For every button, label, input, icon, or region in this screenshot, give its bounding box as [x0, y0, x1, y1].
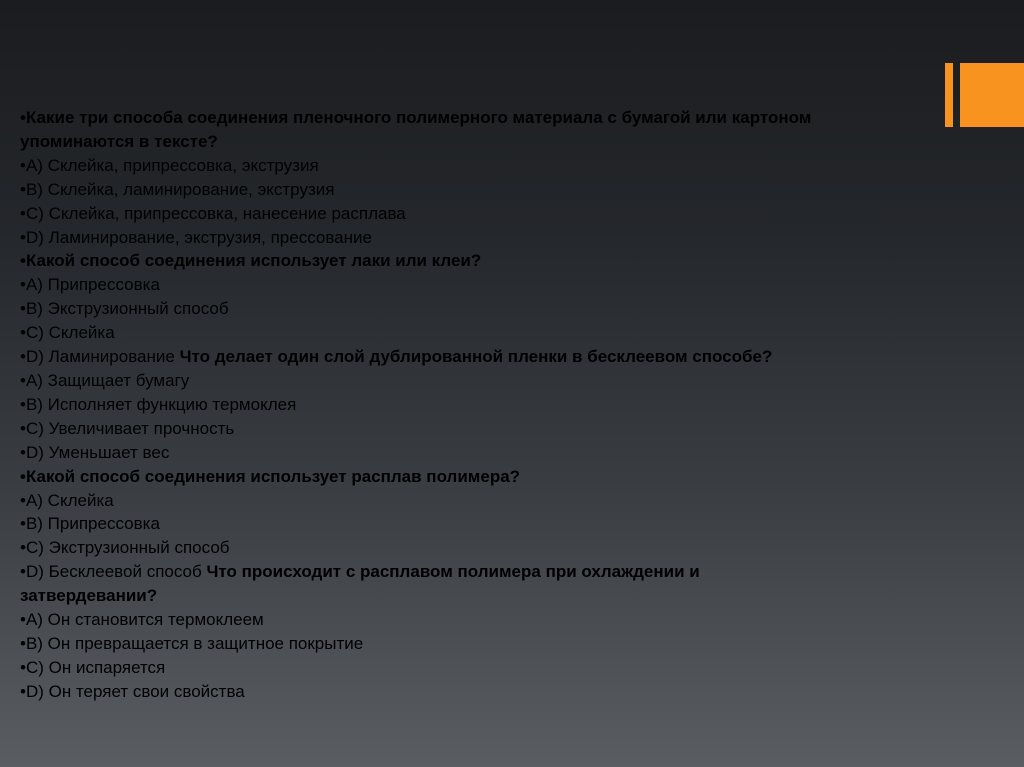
answer-option-text: •C) Он испаряется — [20, 657, 166, 677]
text-line — [20, 417, 960, 441]
text-line — [20, 656, 960, 680]
answer-option-text: •D) Уменьшает вес — [20, 442, 170, 462]
answer-option-text: •D) Бесклеевой способ — [20, 562, 207, 582]
text-line — [20, 202, 960, 226]
answer-option-text: •B) Исполняет функцию термоклея — [20, 394, 297, 414]
answer-option-text: •B) Склейка, ламинирование, экструзия — [20, 179, 335, 199]
text-line — [20, 297, 960, 321]
text-line — [20, 465, 960, 489]
answer-option-text: •B) Припрессовка — [20, 514, 160, 534]
text-line — [20, 130, 960, 154]
text-line — [20, 489, 960, 513]
text-line — [20, 321, 960, 345]
answer-option-text: •C) Экструзионный способ — [20, 538, 230, 558]
text-line — [20, 249, 960, 273]
text-line — [20, 106, 960, 130]
question-text: •Какие три способа соединения пленочного полимерного материала с бумагой или картоном — [20, 108, 812, 127]
text-line — [20, 584, 960, 608]
text-line — [20, 560, 960, 584]
answer-option-text: •A) Он становится термоклеем — [20, 610, 264, 630]
text-line — [20, 441, 960, 465]
answer-option-text: •A) Склейка, припрессовка, экструзия — [20, 155, 319, 175]
question-text: Что делает один слой дублированной пленки в бесклеевом способе? — [179, 347, 773, 367]
question-text: •Какой способ соединения использует лаки или клеи? — [20, 251, 482, 271]
text-line — [20, 345, 960, 369]
text-line — [20, 369, 960, 393]
answer-option-text: •A) Припрессовка — [20, 275, 160, 295]
answer-option-text: •D) Ламинирование — [20, 347, 180, 367]
answer-option-text: •B) Он превращается в защитное покрытие — [20, 633, 364, 653]
accent-bar-thick — [960, 63, 1024, 127]
answer-option-text: •B) Экструзионный способ — [20, 299, 229, 319]
slide-text-body — [20, 106, 960, 704]
question-text: затвердевании? — [20, 586, 158, 606]
question-text: Что происходит с расплавом полимера при охлаждении и — [206, 562, 700, 582]
answer-option-text: •C) Склейка — [20, 323, 115, 343]
text-line — [20, 536, 960, 560]
text-line — [20, 608, 960, 632]
answer-option-text: •C) Склейка, припрессовка, нанесение расплава — [20, 203, 406, 223]
text-line — [20, 273, 960, 297]
answer-option-text: •D) Ламинирование, экструзия, прессование — [20, 227, 372, 247]
text-line — [20, 393, 960, 417]
text-line — [20, 512, 960, 536]
answer-option-text: •A) Защищает бумагу — [20, 370, 190, 390]
text-line — [20, 226, 960, 250]
answer-option-text: •D) Он теряет свои свойства — [20, 681, 245, 701]
text-line — [20, 680, 960, 704]
text-line — [20, 154, 960, 178]
question-text: упоминаются в тексте? — [20, 131, 218, 151]
text-line — [20, 178, 960, 202]
answer-option-text: •A) Склейка — [20, 490, 114, 510]
text-line — [20, 632, 960, 656]
question-text: •Какой способ соединения использует расплав полимера? — [20, 466, 521, 486]
answer-option-text: •C) Увеличивает прочность — [20, 418, 235, 438]
